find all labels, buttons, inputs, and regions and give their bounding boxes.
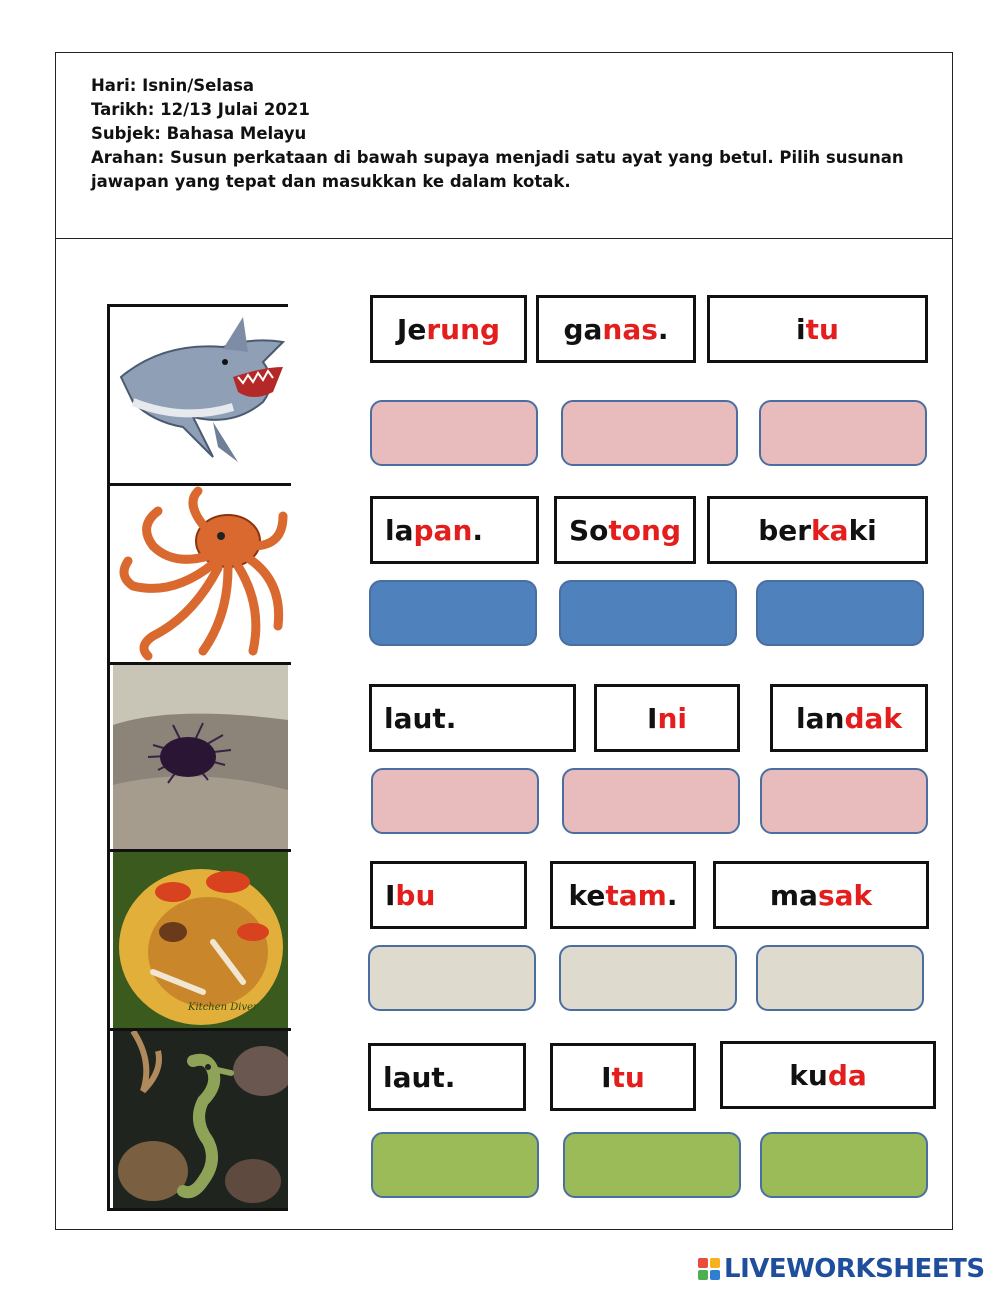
- answer-drop-slot[interactable]: [756, 945, 924, 1011]
- word-syllable: .: [666, 878, 678, 912]
- word-syllable-red: tam: [605, 878, 667, 912]
- brand-mark-icon: [698, 1258, 720, 1280]
- word-card[interactable]: [536, 295, 696, 363]
- word-syllable-red: ni: [657, 701, 687, 735]
- word-card[interactable]: [550, 1043, 696, 1111]
- answer-drop-slot[interactable]: [559, 945, 737, 1011]
- word-syllable: laut.: [383, 1060, 456, 1094]
- word-syllable: ke: [568, 878, 606, 912]
- answer-drop-slot[interactable]: [562, 768, 740, 834]
- word-card[interactable]: [713, 861, 929, 929]
- word-syllable: .: [472, 513, 484, 547]
- word-syllable: So: [568, 513, 609, 547]
- word-card[interactable]: [594, 684, 740, 752]
- word-syllable-red: pan: [413, 513, 473, 547]
- word-syllable: i: [796, 312, 806, 346]
- word-syllable: I: [385, 878, 396, 912]
- header-date: Tarikh: 12/13 Julai 2021: [91, 100, 310, 119]
- octopus-image: [113, 486, 288, 662]
- word-syllable: ma: [769, 878, 818, 912]
- word-syllable-red: bu: [395, 878, 436, 912]
- word-syllable: I: [647, 701, 658, 735]
- word-syllable-red: da: [827, 1058, 867, 1092]
- word-syllable-red: sak: [817, 878, 873, 912]
- answer-drop-slot[interactable]: [368, 945, 536, 1011]
- word-syllable-red: tu: [805, 312, 839, 346]
- word-card[interactable]: [707, 496, 928, 564]
- word-syllable-red: tong: [608, 513, 681, 547]
- word-syllable-red: nas: [602, 312, 658, 346]
- picture-column: [107, 304, 288, 1211]
- seahorse-image: [113, 1031, 288, 1208]
- answer-drop-slot[interactable]: [559, 580, 737, 646]
- worksheet-header: [91, 74, 936, 194]
- word-syllable: la: [385, 513, 414, 547]
- word-syllable-red: tu: [611, 1060, 645, 1094]
- word-syllable-red: rung: [426, 312, 501, 346]
- header-subject: Subjek: Bahasa Melayu: [91, 124, 307, 143]
- word-card[interactable]: [368, 1043, 526, 1111]
- word-syllable: Je: [396, 312, 427, 346]
- answer-drop-slot[interactable]: [760, 768, 928, 834]
- brand-logo: [698, 1254, 985, 1284]
- crab-curry-image: [113, 852, 288, 1028]
- answer-drop-slot[interactable]: [371, 1132, 539, 1198]
- word-card[interactable]: [707, 295, 928, 363]
- header-day: Hari: Isnin/Selasa: [91, 76, 255, 95]
- word-card[interactable]: [370, 295, 527, 363]
- word-card[interactable]: [720, 1041, 936, 1109]
- word-syllable: ga: [563, 312, 603, 346]
- answer-drop-slot[interactable]: [563, 1132, 741, 1198]
- word-syllable: I: [601, 1060, 612, 1094]
- word-syllable: ku: [789, 1058, 828, 1092]
- word-card[interactable]: [550, 861, 696, 929]
- word-syllable: laut.: [384, 701, 457, 735]
- word-card[interactable]: [554, 496, 696, 564]
- image-watermark: Kitchen Diver: [188, 1002, 258, 1013]
- header-divider: [55, 238, 953, 239]
- word-card[interactable]: [770, 684, 928, 752]
- word-card[interactable]: [370, 496, 539, 564]
- word-syllable: ki: [848, 513, 877, 547]
- answer-drop-slot[interactable]: [369, 580, 537, 646]
- shark-image: [113, 307, 288, 483]
- answer-drop-slot[interactable]: [760, 1132, 928, 1198]
- answer-drop-slot[interactable]: [370, 400, 538, 466]
- word-card[interactable]: [370, 861, 527, 929]
- word-syllable: ber: [758, 513, 812, 547]
- answer-drop-slot[interactable]: [561, 400, 738, 466]
- answer-drop-slot[interactable]: [371, 768, 539, 834]
- brand-name: LIVEWORKSHEETS: [724, 1254, 985, 1284]
- header-instructions: Arahan: Susun perkataan di bawah supaya menjadi satu ayat yang betul. Pilih susunan jawapan yang tepat dan masukkan ke dalam kotak.: [91, 148, 904, 191]
- word-syllable: .: [657, 312, 669, 346]
- word-syllable-red: dak: [844, 701, 902, 735]
- answer-drop-slot[interactable]: [759, 400, 927, 466]
- answer-drop-slot[interactable]: [756, 580, 924, 646]
- word-card[interactable]: [369, 684, 576, 752]
- word-syllable: lan: [796, 701, 845, 735]
- sea-urchin-image: [113, 665, 288, 849]
- word-syllable-red: ka: [811, 513, 849, 547]
